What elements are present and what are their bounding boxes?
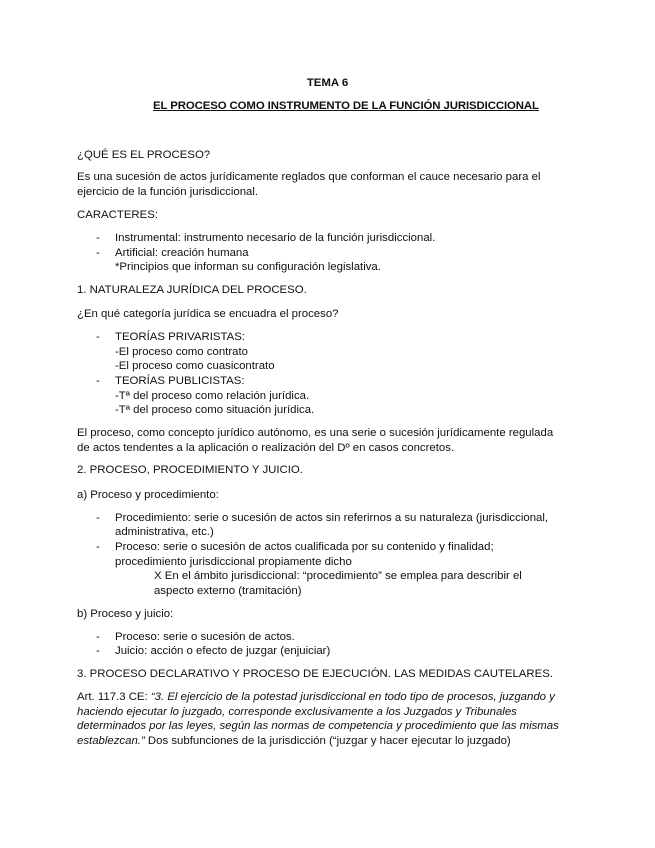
article-line-3: determinados por las leyes, según las normas de competencia y procedimiento que las mismas	[77, 720, 559, 732]
publicista-relacion: -Tª del proceso como relación jurídica.	[115, 390, 310, 402]
ambito-line-1: X En el ámbito jurisdiccional: “procedimiento” se emplea para describir el	[154, 570, 522, 582]
conclusion-line-2: de actos tendentes a la aplicación o realización del Dº en casos concretos.	[77, 442, 455, 454]
procedimiento-line-2: administrativa, etc.)	[115, 526, 214, 538]
definition-line-1: Es una sucesión de actos jurídicamente reglados que conforman el cauce necesario para el	[77, 171, 541, 183]
bullet-dash: -	[96, 247, 100, 259]
teorias-publicistas: TEORÍAS PUBLICISTAS:	[115, 375, 245, 387]
section-2-heading: 2. PROCESO, PROCEDIMIENTO Y JUICIO.	[77, 464, 303, 476]
caracter-principios: *Principios que informan su configuración legislativa.	[115, 261, 381, 273]
document-title: EL PROCESO COMO INSTRUMENTO DE LA FUNCIÓN JURISDICCIONAL	[153, 100, 539, 112]
article-quote-end: establezcan.”	[77, 735, 145, 747]
conclusion-line-1: El proceso, como concepto jurídico autónomo, es una serie o sucesión jurídicamente regulada	[77, 427, 554, 439]
tema-heading: TEMA 6	[306, 77, 349, 89]
juicio-definicion: Juicio: acción o efecto de juzgar (enjuiciar)	[115, 645, 331, 657]
bullet-dash: -	[96, 631, 100, 643]
article-line-1	[77, 690, 555, 704]
section-3-heading: 3. PROCESO DECLARATIVO Y PROCESO DE EJECUCIÓN. LAS MEDIDAS CAUTELARES.	[77, 668, 553, 680]
privarista-cuasicontrato: -El proceso como cuasicontrato	[115, 360, 275, 372]
proceso-line-2: procedimiento jurisdiccional propiamente dicho	[115, 556, 352, 568]
article-prefix: Art. 117.3 CE:	[77, 691, 151, 703]
definition-line-2: ejercicio de la función jurisdiccional.	[77, 186, 259, 198]
juicio-proceso: Proceso: serie o sucesión de actos.	[115, 631, 295, 643]
procedimiento-line-1: Procedimiento: serie o sucesión de actos sin referirnos a su naturaleza (jurisdiccional,	[115, 512, 549, 524]
caracteres-heading: CARACTERES:	[77, 209, 159, 221]
ambito-line-2: aspecto externo (tramitación)	[154, 585, 302, 597]
teorias-privaristas: TEORÍAS PRIVARISTAS:	[115, 331, 245, 343]
question-what-is-process: ¿QUÉ ES EL PROCESO?	[77, 149, 211, 161]
bullet-dash: -	[96, 512, 100, 524]
proceso-line-1: Proceso: serie o sucesión de actos cualificada por su contenido y finalidad;	[115, 541, 494, 553]
privarista-contrato: -El proceso como contrato	[115, 346, 248, 358]
bullet-dash: -	[96, 375, 100, 387]
bullet-dash: -	[96, 331, 100, 343]
bullet-dash: -	[96, 645, 100, 657]
subsection-b-heading: b) Proceso y juicio:	[77, 608, 174, 620]
section-1-heading: 1. NATURALEZA JURÍDICA DEL PROCESO.	[77, 284, 307, 296]
subsection-a-heading: a) Proceso y procedimiento:	[77, 489, 219, 501]
bullet-dash: -	[96, 541, 100, 553]
article-quote-1: “3. El ejercicio de la potestad jurisdiccional en todo tipo de procesos, juzgando y	[150, 691, 555, 703]
publicista-situacion: -Tª del proceso como situación jurídica.	[115, 404, 315, 416]
article-line-2: haciendo ejecutar lo juzgado, corresponde exclusivamente a los Juzgados y Tribunales	[77, 706, 517, 718]
article-line-4	[77, 734, 511, 748]
question-category: ¿En qué categoría jurídica se encuadra el proceso?	[77, 308, 339, 320]
article-commentary: Dos subfunciones de la jurisdicción (“juzgar y hacer ejecutar lo juzgado)	[144, 735, 511, 747]
bullet-dash: -	[96, 232, 100, 244]
caracter-artificial: Artificial: creación humana	[115, 247, 249, 259]
caracter-instrumental: Instrumental: instrumento necesario de la función jurisdiccional.	[115, 232, 436, 244]
